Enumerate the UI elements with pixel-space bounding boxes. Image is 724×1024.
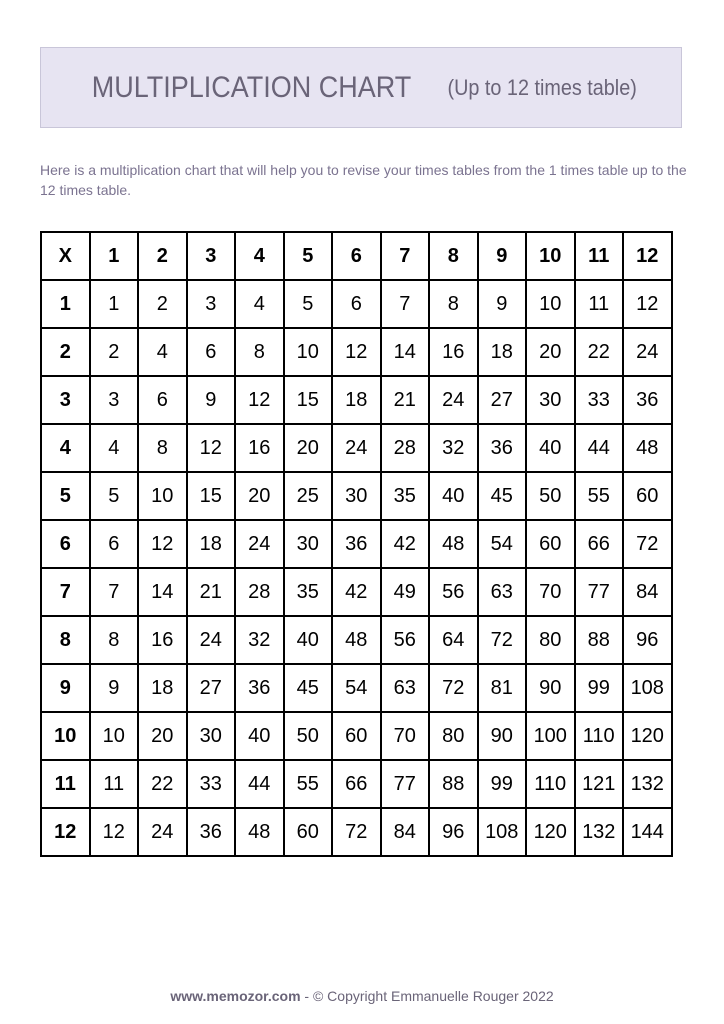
table-row bbox=[41, 376, 672, 424]
table-cell: 88 bbox=[429, 760, 478, 808]
table-row bbox=[41, 472, 672, 520]
table-column-header: 10 bbox=[526, 232, 575, 280]
table-cell: 70 bbox=[381, 712, 430, 760]
table-cell: 60 bbox=[332, 712, 381, 760]
table-cell: 45 bbox=[478, 472, 527, 520]
table-cell: 60 bbox=[526, 520, 575, 568]
table-cell: 11 bbox=[575, 280, 624, 328]
table-column-header: 3 bbox=[187, 232, 236, 280]
table-cell: 18 bbox=[332, 376, 381, 424]
table-cell: 40 bbox=[235, 712, 284, 760]
table-row bbox=[41, 760, 672, 808]
table-cell: 33 bbox=[187, 760, 236, 808]
table-row bbox=[41, 568, 672, 616]
table-row bbox=[41, 664, 672, 712]
table-cell: 54 bbox=[478, 520, 527, 568]
table-cell: 80 bbox=[526, 616, 575, 664]
table-cell: 120 bbox=[623, 712, 672, 760]
table-cell: 27 bbox=[478, 376, 527, 424]
table-cell: 3 bbox=[187, 280, 236, 328]
table-cell: 56 bbox=[381, 616, 430, 664]
table-row-header: 6 bbox=[41, 520, 90, 568]
table-cell: 72 bbox=[623, 520, 672, 568]
table-column-header: 6 bbox=[332, 232, 381, 280]
table-cell: 6 bbox=[332, 280, 381, 328]
table-cell: 18 bbox=[187, 520, 236, 568]
table-cell: 20 bbox=[138, 712, 187, 760]
table-row-header: 11 bbox=[41, 760, 90, 808]
table-row-header: 7 bbox=[41, 568, 90, 616]
table-cell: 40 bbox=[284, 616, 333, 664]
table-cell: 88 bbox=[575, 616, 624, 664]
table-cell: 12 bbox=[90, 808, 139, 856]
table-cell: 36 bbox=[187, 808, 236, 856]
page-subtitle: (Up to 12 times table) bbox=[447, 74, 638, 100]
table-cell: 24 bbox=[187, 616, 236, 664]
table-column-header: 7 bbox=[381, 232, 430, 280]
table-cell: 24 bbox=[235, 520, 284, 568]
table-cell: 56 bbox=[429, 568, 478, 616]
table-cell: 4 bbox=[235, 280, 284, 328]
table-cell: 99 bbox=[575, 664, 624, 712]
table-cell: 12 bbox=[187, 424, 236, 472]
table-cell: 90 bbox=[526, 664, 575, 712]
table-cell: 121 bbox=[575, 760, 624, 808]
table-cell: 84 bbox=[623, 568, 672, 616]
table-row bbox=[41, 520, 672, 568]
table-cell: 45 bbox=[284, 664, 333, 712]
table-cell: 9 bbox=[90, 664, 139, 712]
title-banner bbox=[40, 47, 682, 128]
table-column-header: 12 bbox=[623, 232, 672, 280]
table-cell: 28 bbox=[381, 424, 430, 472]
table-row-header: 5 bbox=[41, 472, 90, 520]
table-cell: 77 bbox=[381, 760, 430, 808]
page-title: MULTIPLICATION CHART bbox=[92, 70, 412, 104]
table-cell: 35 bbox=[284, 568, 333, 616]
table-row-header: 8 bbox=[41, 616, 90, 664]
table-cell: 6 bbox=[187, 328, 236, 376]
table-cell: 44 bbox=[235, 760, 284, 808]
table-row bbox=[41, 616, 672, 664]
table-cell: 10 bbox=[90, 712, 139, 760]
table-cell: 48 bbox=[332, 616, 381, 664]
table-cell: 40 bbox=[429, 472, 478, 520]
table-cell: 33 bbox=[575, 376, 624, 424]
table-cell: 49 bbox=[381, 568, 430, 616]
table-cell: 99 bbox=[478, 760, 527, 808]
table-cell: 4 bbox=[90, 424, 139, 472]
table-cell: 32 bbox=[235, 616, 284, 664]
table-cell: 24 bbox=[332, 424, 381, 472]
table-cell: 21 bbox=[187, 568, 236, 616]
table-row-header: 1 bbox=[41, 280, 90, 328]
table-cell: 60 bbox=[623, 472, 672, 520]
table-cell: 7 bbox=[381, 280, 430, 328]
table-header-row bbox=[41, 232, 672, 280]
table-row-header: 10 bbox=[41, 712, 90, 760]
table-cell: 96 bbox=[429, 808, 478, 856]
table-cell: 84 bbox=[381, 808, 430, 856]
table-cell: 110 bbox=[526, 760, 575, 808]
table-cell: 20 bbox=[526, 328, 575, 376]
table-cell: 50 bbox=[284, 712, 333, 760]
table-cell: 30 bbox=[526, 376, 575, 424]
table-cell: 48 bbox=[623, 424, 672, 472]
table-cell: 12 bbox=[138, 520, 187, 568]
table-cell: 2 bbox=[138, 280, 187, 328]
table-cell: 81 bbox=[478, 664, 527, 712]
table-cell: 48 bbox=[429, 520, 478, 568]
table-cell: 10 bbox=[284, 328, 333, 376]
table-cell: 14 bbox=[381, 328, 430, 376]
table-row bbox=[41, 712, 672, 760]
multiplication-table bbox=[40, 231, 673, 857]
table-cell: 16 bbox=[235, 424, 284, 472]
table-cell: 77 bbox=[575, 568, 624, 616]
table-cell: 55 bbox=[575, 472, 624, 520]
table-row bbox=[41, 424, 672, 472]
table-cell: 28 bbox=[235, 568, 284, 616]
table-cell: 12 bbox=[623, 280, 672, 328]
table-cell: 18 bbox=[478, 328, 527, 376]
table-row-header: 12 bbox=[41, 808, 90, 856]
table-cell: 15 bbox=[284, 376, 333, 424]
table-cell: 63 bbox=[381, 664, 430, 712]
table-row bbox=[41, 808, 672, 856]
table-cell: 12 bbox=[332, 328, 381, 376]
footer-site-link[interactable]: www.memozor.com bbox=[170, 988, 301, 1004]
table-cell: 6 bbox=[90, 520, 139, 568]
table-cell: 9 bbox=[478, 280, 527, 328]
table-cell: 100 bbox=[526, 712, 575, 760]
table-cell: 54 bbox=[332, 664, 381, 712]
table-column-header: 11 bbox=[575, 232, 624, 280]
table-column-header: 8 bbox=[429, 232, 478, 280]
table-row-header: 4 bbox=[41, 424, 90, 472]
table-cell: 5 bbox=[284, 280, 333, 328]
table-cell: 8 bbox=[90, 616, 139, 664]
footer-copyright: - © Copyright Emmanuelle Rouger 2022 bbox=[300, 988, 554, 1004]
table-column-header: 4 bbox=[235, 232, 284, 280]
table-cell: 20 bbox=[284, 424, 333, 472]
table-cell: 16 bbox=[138, 616, 187, 664]
table-cell: 44 bbox=[575, 424, 624, 472]
table-cell: 132 bbox=[623, 760, 672, 808]
table-cell: 80 bbox=[429, 712, 478, 760]
table-cell: 24 bbox=[138, 808, 187, 856]
table-cell: 72 bbox=[429, 664, 478, 712]
table-cell: 2 bbox=[90, 328, 139, 376]
table-cell: 22 bbox=[138, 760, 187, 808]
table-row bbox=[41, 328, 672, 376]
table-cell: 48 bbox=[235, 808, 284, 856]
table-cell: 32 bbox=[429, 424, 478, 472]
table-cell: 110 bbox=[575, 712, 624, 760]
table-cell: 10 bbox=[526, 280, 575, 328]
table-cell: 6 bbox=[138, 376, 187, 424]
table-cell: 50 bbox=[526, 472, 575, 520]
table-cell: 3 bbox=[90, 376, 139, 424]
table-cell: 7 bbox=[90, 568, 139, 616]
table-row bbox=[41, 280, 672, 328]
table-cell: 40 bbox=[526, 424, 575, 472]
table-column-header: 1 bbox=[90, 232, 139, 280]
table-cell: 90 bbox=[478, 712, 527, 760]
table-cell: 63 bbox=[478, 568, 527, 616]
table-cell: 108 bbox=[478, 808, 527, 856]
table-cell: 132 bbox=[575, 808, 624, 856]
table-cell: 42 bbox=[332, 568, 381, 616]
table-cell: 30 bbox=[332, 472, 381, 520]
table-cell: 14 bbox=[138, 568, 187, 616]
table-cell: 72 bbox=[332, 808, 381, 856]
table-cell: 20 bbox=[235, 472, 284, 520]
table-cell: 36 bbox=[332, 520, 381, 568]
table-cell: 24 bbox=[429, 376, 478, 424]
table-cell: 11 bbox=[90, 760, 139, 808]
table-cell: 9 bbox=[187, 376, 236, 424]
table-cell: 18 bbox=[138, 664, 187, 712]
table-row-header: 3 bbox=[41, 376, 90, 424]
table-cell: 144 bbox=[623, 808, 672, 856]
table-cell: 30 bbox=[187, 712, 236, 760]
table-cell: 21 bbox=[381, 376, 430, 424]
table-cell: 36 bbox=[623, 376, 672, 424]
table-cell: 8 bbox=[138, 424, 187, 472]
table-cell: 55 bbox=[284, 760, 333, 808]
table-cell: 64 bbox=[429, 616, 478, 664]
table-column-header: 9 bbox=[478, 232, 527, 280]
table-cell: 96 bbox=[623, 616, 672, 664]
table-cell: 42 bbox=[381, 520, 430, 568]
table-cell: 8 bbox=[429, 280, 478, 328]
table-cell: 4 bbox=[138, 328, 187, 376]
table-cell: 30 bbox=[284, 520, 333, 568]
table-column-header: 5 bbox=[284, 232, 333, 280]
table-cell: 66 bbox=[332, 760, 381, 808]
table-cell: 16 bbox=[429, 328, 478, 376]
table-cell: 72 bbox=[478, 616, 527, 664]
table-column-header: 2 bbox=[138, 232, 187, 280]
table-cell: 27 bbox=[187, 664, 236, 712]
intro-text: Here is a multiplication chart that will help you to revise your times tables from the 1 times table up to the 12 times table. bbox=[40, 162, 687, 198]
table-cell: 60 bbox=[284, 808, 333, 856]
table-cell: 15 bbox=[187, 472, 236, 520]
table-cell: 5 bbox=[90, 472, 139, 520]
footer bbox=[0, 988, 724, 1004]
table-cell: 66 bbox=[575, 520, 624, 568]
table-cell: 120 bbox=[526, 808, 575, 856]
table-cell: 108 bbox=[623, 664, 672, 712]
table-cell: 36 bbox=[235, 664, 284, 712]
table-cell: 12 bbox=[235, 376, 284, 424]
table-row-header: 9 bbox=[41, 664, 90, 712]
table-cell: 22 bbox=[575, 328, 624, 376]
table-cell: 8 bbox=[235, 328, 284, 376]
table-cell: 35 bbox=[381, 472, 430, 520]
table-cell: 70 bbox=[526, 568, 575, 616]
table-cell: 24 bbox=[623, 328, 672, 376]
table-cell: 36 bbox=[478, 424, 527, 472]
table-row-header: 2 bbox=[41, 328, 90, 376]
table-cell: 25 bbox=[284, 472, 333, 520]
table-cell: 10 bbox=[138, 472, 187, 520]
table-cell: 1 bbox=[90, 280, 139, 328]
table-corner-cell: X bbox=[41, 232, 90, 280]
